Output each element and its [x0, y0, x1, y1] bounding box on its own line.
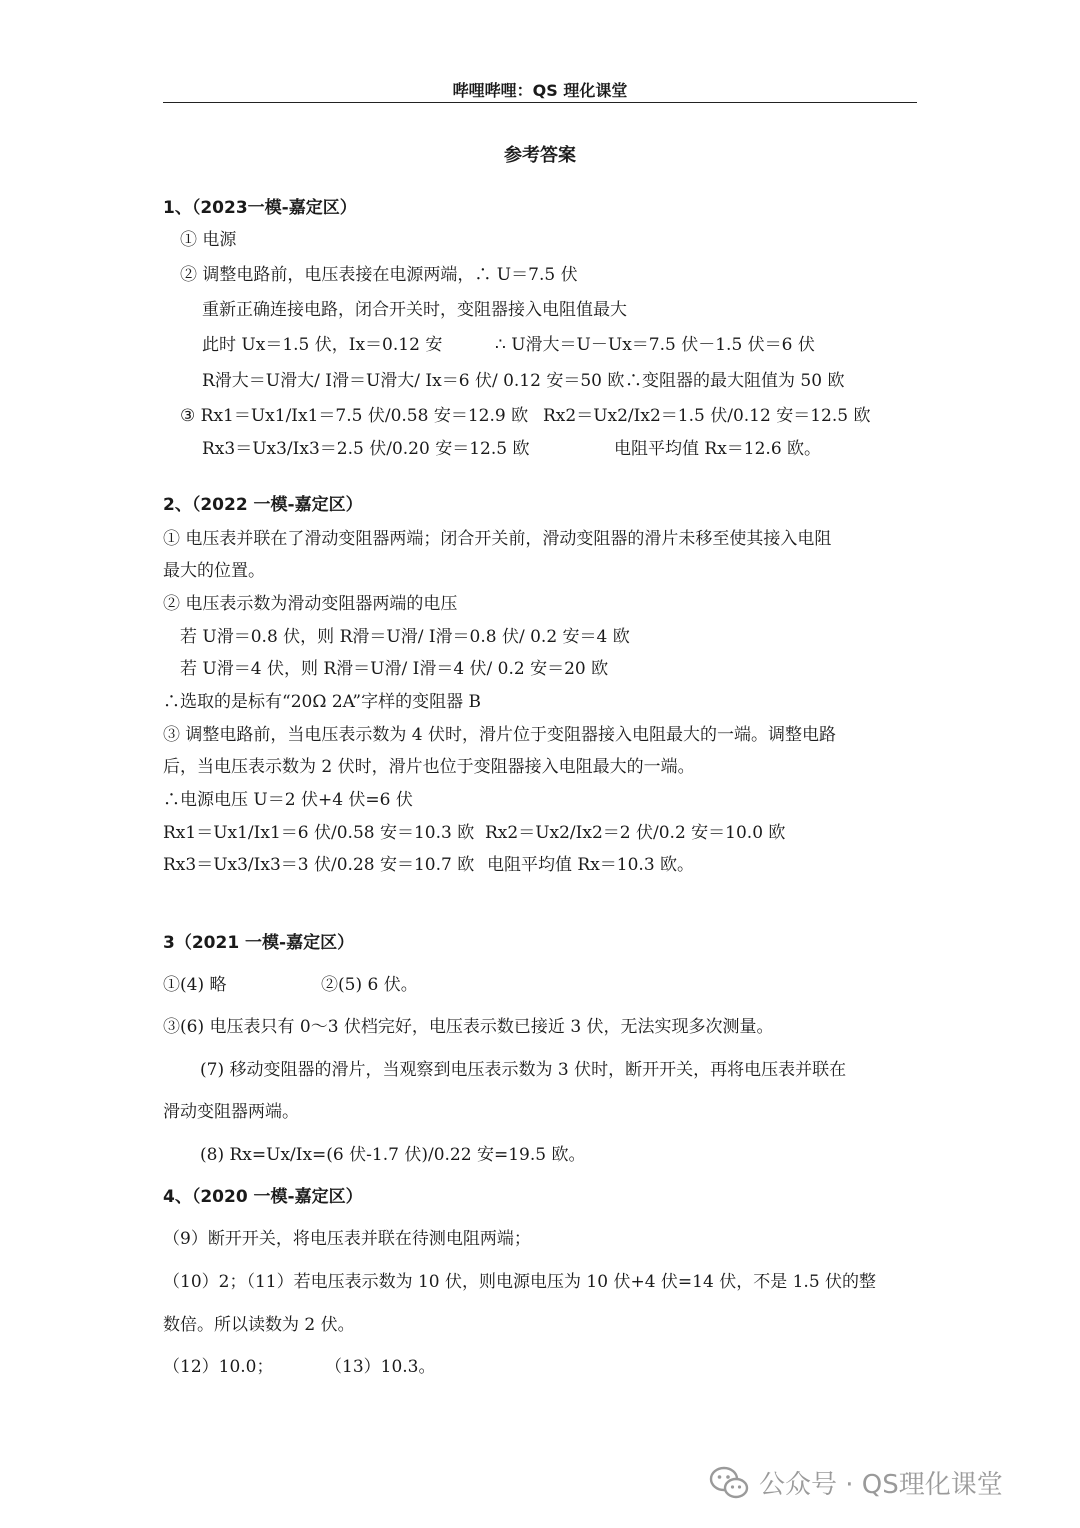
text-line: Rx2＝Ux2/Ix2＝1.5 伏/0.12 安＝12.5 欧	[543, 406, 871, 426]
text-line: Rx2＝Ux2/Ix2＝2 伏/0.2 安＝10.0 欧	[485, 823, 786, 843]
text-line: ∴ U滑大＝U－Ux＝7.5 伏－1.5 伏＝6 伏	[495, 335, 815, 355]
section-heading: 1、（2023一模-嘉定区）	[163, 198, 357, 218]
text-line: Rx3＝Ux3/Ix3＝3 伏/0.28 安＝10.7 欧	[163, 855, 475, 875]
text-line: 若 U滑＝0.8 伏，则 R滑＝U滑/ I滑＝0.8 伏/ 0.2 安＝4 欧	[180, 627, 630, 647]
text-line: （10）2；（11）若电压表示数为 10 伏，则电源电压为 10 伏+4 伏=14 伏，不是 1.5 伏的整	[163, 1272, 877, 1292]
text-line: R滑大＝U滑大/ I滑＝U滑大/ Ix＝6 伏/ 0.12 安＝50 欧	[202, 371, 625, 391]
watermark-text: 公众号 · QS理化课堂	[759, 1470, 1003, 1500]
text-line: ② 调整电路前，电压表接在电源两端，∴ U＝7.5 伏	[180, 265, 578, 285]
text-line: （9）断开开关，将电压表并联在待测电阻两端；	[163, 1229, 531, 1249]
text-line: ① 电压表并联在了滑动变阻器两端；闭合开关前，滑动变阻器的滑片未移至使其接入电阻	[163, 529, 832, 549]
header-rule	[163, 102, 917, 103]
section-heading: 3（2021 一模-嘉定区）	[163, 933, 355, 953]
wechat-icon	[709, 1466, 749, 1500]
text-line: ∴选取的是标有“20Ω 2A”字样的变阻器 B	[163, 692, 482, 712]
watermark	[709, 1464, 1003, 1501]
text-line: 若 U滑＝4 伏，则 R滑＝U滑/ I滑＝4 伏/ 0.2 安＝20 欧	[180, 659, 609, 679]
page-title: 参考答案	[504, 145, 576, 166]
text-line: (7) 移动变阻器的滑片，当观察到电压表示数为 3 伏时，断开开关，再将电压表并联在	[200, 1060, 847, 1080]
text-line: ②(5) 6 伏。	[321, 975, 418, 995]
text-line: （13）10.3。	[325, 1357, 436, 1377]
text-line: Rx1＝Ux1/Ix1＝6 伏/0.58 安＝10.3 欧	[163, 823, 475, 843]
section-heading: 2、（2022 一模-嘉定区）	[163, 495, 363, 515]
text-line: 最大的位置。	[163, 561, 265, 581]
text-line: Rx3＝Ux3/Ix3＝2.5 伏/0.20 安＝12.5 欧	[202, 439, 530, 459]
text-line: 此时 Ux＝1.5 伏，Ix＝0.12 安	[202, 335, 443, 355]
text-line: ∴变阻器的最大阻值为 50 欧	[625, 371, 845, 391]
text-line: ② 电压表示数为滑动变阻器两端的电压	[163, 594, 458, 614]
text-line: ③ 调整电路前，当电压表示数为 4 伏时，滑片位于变阻器接入电阻最大的一端。调整电路	[163, 725, 837, 745]
text-line: 电阻平均值 Rx＝12.6 欧。	[614, 439, 822, 459]
text-line: 滑动变阻器两端。	[163, 1102, 299, 1122]
text-line: （12）10.0；	[163, 1357, 274, 1377]
text-line: ① 电源	[180, 230, 237, 250]
text-line: (8) Rx=Ux/Ix=(6 伏-1.7 伏)/0.22 安=19.5 欧。	[200, 1145, 586, 1165]
text-line: ③ Rx1＝Ux1/Ix1＝7.5 伏/0.58 安＝12.9 欧	[180, 406, 529, 426]
text-line: 数倍。所以读数为 2 伏。	[163, 1315, 355, 1335]
section-heading: 4、（2020 一模-嘉定区）	[163, 1187, 363, 1207]
page-header: 哔哩哔哩：QS 理化课堂	[452, 81, 628, 100]
text-line: ∴电源电压 U＝2 伏+4 伏=6 伏	[163, 790, 413, 810]
text-line: ③(6) 电压表只有 0～3 伏档完好，电压表示数已接近 3 伏，无法实现多次测量。	[163, 1017, 774, 1037]
text-line: 后，当电压表示数为 2 伏时，滑片也位于变阻器接入电阻最大的一端。	[163, 757, 695, 777]
text-line: 重新正确连接电路，闭合开关时，变阻器接入电阻值最大	[202, 300, 627, 320]
text-line: ①(4) 略	[163, 975, 227, 995]
text-line: 电阻平均值 Rx＝10.3 欧。	[487, 855, 695, 875]
